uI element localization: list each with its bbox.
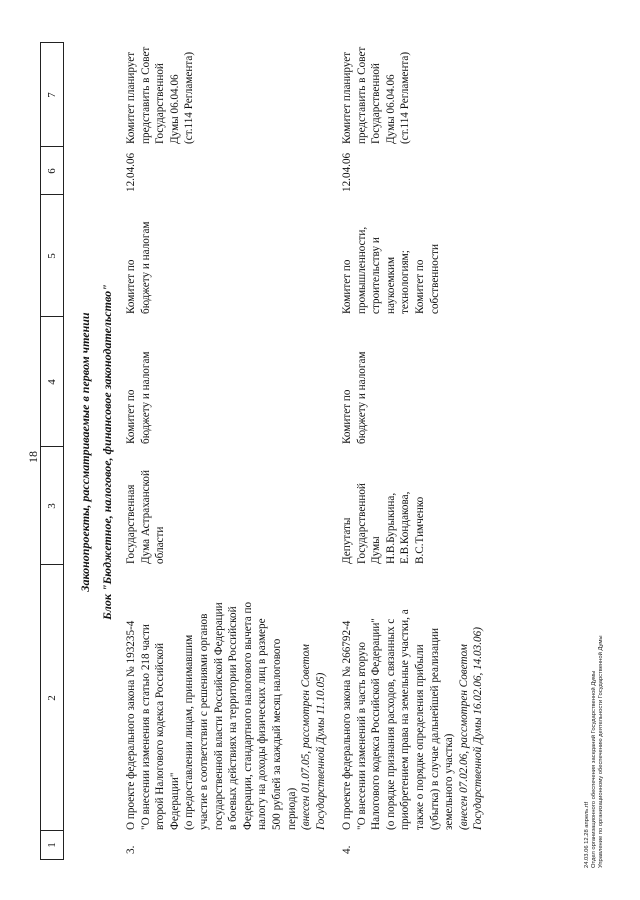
- bill-note-line: (внесен 07.02.06, рассмотрен Советом: [457, 644, 470, 830]
- bill-line: в боевых действиях на территории Российской: [227, 606, 240, 830]
- committee-line: Комитет по: [341, 259, 353, 314]
- footer-line: 24.03.06 12.28 апрель.rtf: [584, 801, 590, 868]
- responsible-committee: [340, 316, 369, 444]
- agenda-table: [40, 44, 640, 860]
- bill-line: О проекте федерального закона № 193235-4: [125, 620, 137, 830]
- status-line: Комитет планирует: [125, 51, 137, 144]
- status-line: Думы 06.04.06: [384, 74, 397, 144]
- bill-line: (о порядке признания расходов, связанных с: [384, 618, 397, 830]
- committee-line: наукоемким: [384, 256, 397, 314]
- header-col-4: 4: [46, 379, 58, 385]
- coexecutor-committee: [124, 194, 153, 314]
- status-line: (ст.114 Регламента): [183, 51, 196, 144]
- bill-line: Налогового кодекса Российской Федерации": [370, 618, 383, 830]
- bill-line: О проекте федерального закона № 266792-4: [341, 620, 353, 830]
- committee-line: промышленности,: [355, 226, 368, 314]
- status-line: Думы 06.04.06: [168, 74, 181, 144]
- header-col-1: 1: [46, 842, 58, 848]
- committee-line: бюджету и налогам: [139, 351, 152, 444]
- committee-line: Комитет по: [125, 389, 137, 444]
- bill-line: периода): [285, 787, 298, 830]
- initiator-line: Государственная: [125, 484, 137, 564]
- initiator-line: В.С.Тимченко: [413, 496, 426, 564]
- bill-line: Федерации": [168, 772, 181, 830]
- initiator-line: Думы: [370, 536, 383, 564]
- bill-line: Федерации, стандартного налогового вычета по: [241, 601, 254, 830]
- initiator-line: Е.В.Кондакова,: [399, 491, 412, 564]
- document-footer: [584, 168, 606, 868]
- page-number: 18: [26, 451, 40, 463]
- bill-line: земельного участка): [443, 733, 456, 830]
- bill-line: налогу на доходы физических лиц в размере: [256, 618, 269, 830]
- status-line: представить в Совет: [355, 46, 368, 144]
- header-col-5: 5: [46, 253, 58, 259]
- initiator-line: Государственной: [355, 483, 368, 564]
- bill-note-line: Государственной Думы 11.10.05): [314, 672, 327, 830]
- committee-line: технологиям;: [399, 250, 412, 314]
- bill-note-line: Государственной Думы 16.02.06, 14.03.06): [472, 627, 485, 830]
- committee-line: бюджету и налогам: [139, 221, 152, 314]
- status-note: [124, 44, 197, 144]
- committee-line: бюджету и налогам: [355, 351, 368, 444]
- bill-line: государственной власти Российской Федерации: [212, 602, 225, 830]
- committee-line: строительству и: [370, 237, 383, 314]
- bill-line: "О внесении изменения в статью 218 части: [139, 624, 152, 830]
- committee-line: Комитет по: [413, 259, 426, 314]
- bill-line: также о порядке определения прибыли: [413, 644, 426, 830]
- bill-description: [340, 570, 486, 830]
- consideration-date: 12.04.06: [341, 152, 353, 192]
- bill-line: "О внесении изменений в часть вторую: [355, 642, 368, 830]
- consideration-date: 12.04.06: [125, 152, 137, 192]
- bill-note-line: (внесен 01.07.05, рассмотрен Советом: [300, 644, 313, 830]
- committee-line: собственности: [428, 244, 441, 314]
- status-note: [340, 44, 413, 144]
- header-col-6: 6: [46, 168, 58, 174]
- coexecutor-committee: [340, 194, 442, 314]
- header-col-7: 7: [46, 92, 58, 98]
- bill-line: участие в соответствии с решениями органов: [197, 613, 210, 830]
- footer-line: Отдел организационного обеспечения заседаний Государственной Думы: [591, 670, 598, 868]
- status-line: представить в Совет: [139, 46, 152, 144]
- section-title: Законопроекты, рассматриваемые в первом чтении: [78, 312, 92, 592]
- header-col-3: 3: [46, 503, 58, 509]
- bill-line: (убытка) в случае дальнейшей реализации: [428, 627, 441, 830]
- initiator-line: Дума Астраханской: [139, 469, 152, 564]
- bill-line: (о предоставлении лицам, принимавшим: [183, 634, 196, 830]
- block-title: Блок "Бюджетное, налоговое, финансовое законодательство": [100, 284, 114, 620]
- footer-line: Управление по организационному обеспечению деятельности Государственной Думы: [598, 635, 605, 868]
- initiator: [124, 454, 168, 564]
- status-line: Комитет планирует: [341, 51, 353, 144]
- table-header-row: [40, 42, 64, 860]
- initiator-line: Н.В.Бурыкина,: [384, 492, 397, 564]
- committee-line: Комитет по: [341, 389, 353, 444]
- initiator: [340, 454, 428, 564]
- header-col-2: 2: [46, 695, 58, 701]
- bill-line: второй Налогового кодекса Российской: [154, 643, 167, 830]
- status-line: Государственной: [154, 63, 167, 144]
- row-number: 3.: [125, 845, 137, 854]
- initiator-line: Депутаты: [341, 517, 353, 564]
- bill-line: приобретением права на земельные участки, а: [399, 609, 412, 830]
- bill-line: 500 рублей за каждый месяц налогового: [270, 638, 283, 830]
- responsible-committee: [124, 316, 153, 444]
- status-line: Государственной: [370, 63, 383, 144]
- status-line: (ст.114 Регламента): [399, 51, 412, 144]
- initiator-line: области: [154, 526, 167, 564]
- bill-description: [124, 570, 328, 830]
- committee-line: Комитет по: [125, 259, 137, 314]
- row-number: 4.: [341, 845, 353, 854]
